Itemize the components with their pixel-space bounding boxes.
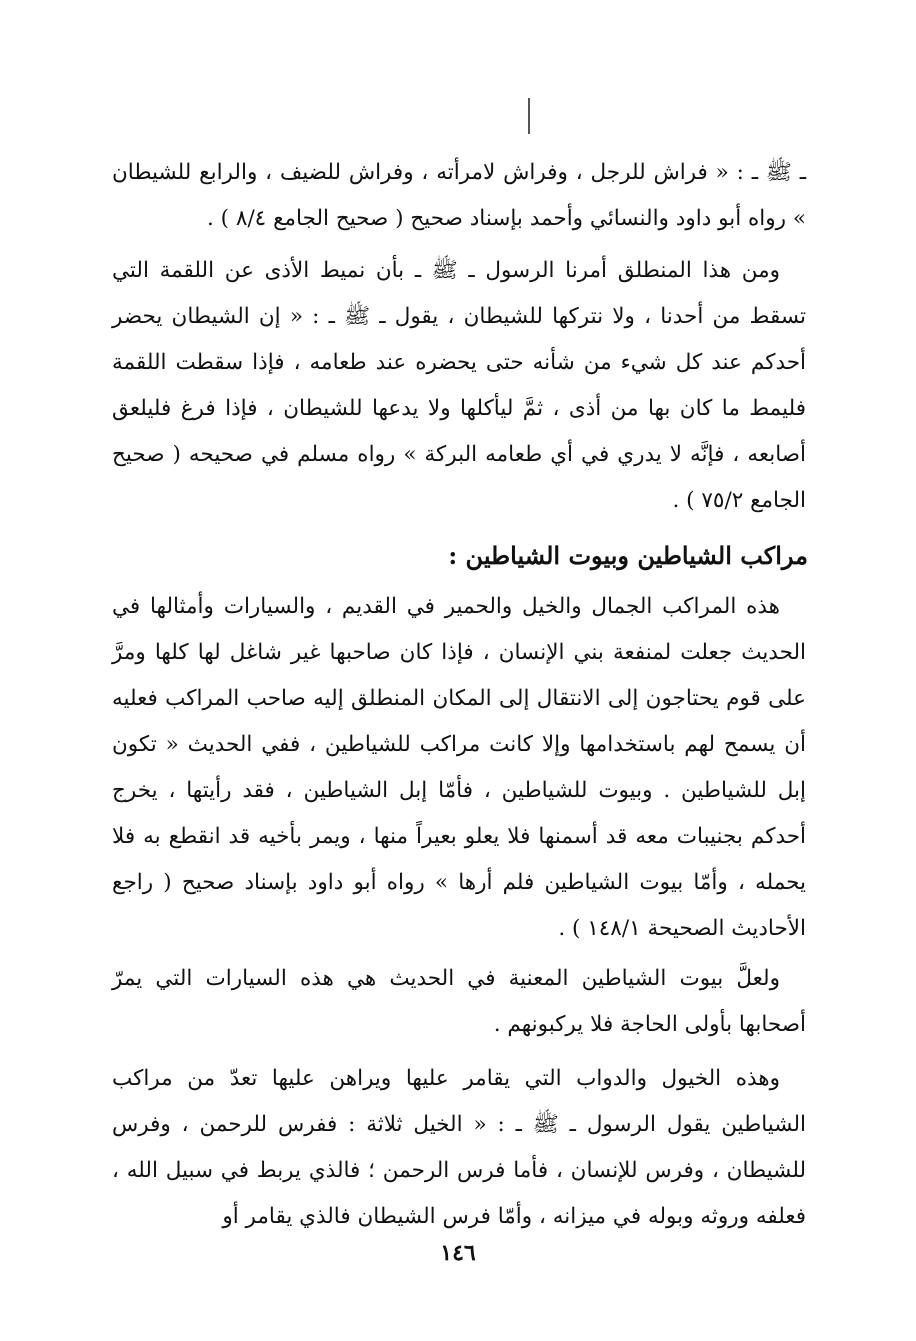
text-block-top <box>112 150 806 524</box>
text-block-bottom <box>112 584 806 1240</box>
paragraph: ولعلَّ بيوت الشياطين المعنية في الحديث هي هذه السيارات التي يمرّ أصحابها بأولى الحاجة فلا يركبونهم . <box>112 966 806 1037</box>
page-number: ١٤٦ <box>440 1240 476 1266</box>
section-heading: مراكب الشياطين وبيوت الشياطين : <box>448 541 808 570</box>
paragraph: وهذه الخيول والدواب التي يقامر عليها ويراهن عليها تعدّ من مراكب الشياطين يقول الرسول ـ ﷺ ـ : « الخيل ثلاثة : ففرس للرحمن ، وفرس للشيطان ، وفرس للإنسان ، فأما فرس الرحمن ؛ فالذي يربط في سبيل الله ، فعلفه وروثه وبوله في ميزانه ، وأمّا فرس الشيطان فالذي يقامر أو <box>112 1066 806 1229</box>
paragraph-continuation: ـ ﷺ ـ : « فراش للرجل ، وفراش لامرأته ، وفراش للضيف ، والرابع للشيطان » رواه أبو داود والنسائي وأحمد بإسناد صحيح ( صحيح الجامع ٨/٤ ) . <box>112 160 806 231</box>
paragraph: هذه المراكب الجمال والخيل والحمير في القديم ، والسيارات وأمثالها في الحديث جعلت لمنفعة بني الإنسان ، فإذا كان صاحبها غير شاغل لها كلها ومرَّ على قوم يحتاجون إلى الانتقال إلى المكان المنطلق إليه صاحب المراكب فعليه أن يسمح لهم باستخدامها وإلا كانت مراكب للشياطين ، ففي الحديث « تكون إبل للشياطين . وبيوت للشياطين ، فأمّا إبل الشياطين ، فقد رأيتها ، يخرج أحدكم بجنيبات معه قد أسمنها فلا يعلو بعيراً منها ، ويمر بأخيه قد انقطع به فلا يحمله ، وأمّا بيوت الشياطين فلم أرها » رواه أبو داود بإسناد صحيح ( راجع الأحاديث الصحيحة ١٤٨/١ ) . <box>112 594 806 941</box>
top-rule <box>528 98 530 134</box>
paragraph: ومن هذا المنطلق أمرنا الرسول ـ ﷺ ـ بأن نميط الأذى عن اللقمة التي تسقط من أحدنا ، ولا نتركها للشيطان ، يقول ـ ﷺ ـ : « إن الشيطان يحضر أحدكم عند كل شيء من شأنه حتى يحضره عند طعامه ، فإذا سقطت اللقمة فليمط ما كان بها من أذى ، ثمَّ ليأكلها ولا يدعها للشيطان ، فإذا فرغ فليلعق أصابعه ، فإنَّه لا يدري في أي طعامه البركة » رواه مسلم في صحيحه ( صحيح الجامع ٧٥/٢ ) . <box>112 258 806 513</box>
